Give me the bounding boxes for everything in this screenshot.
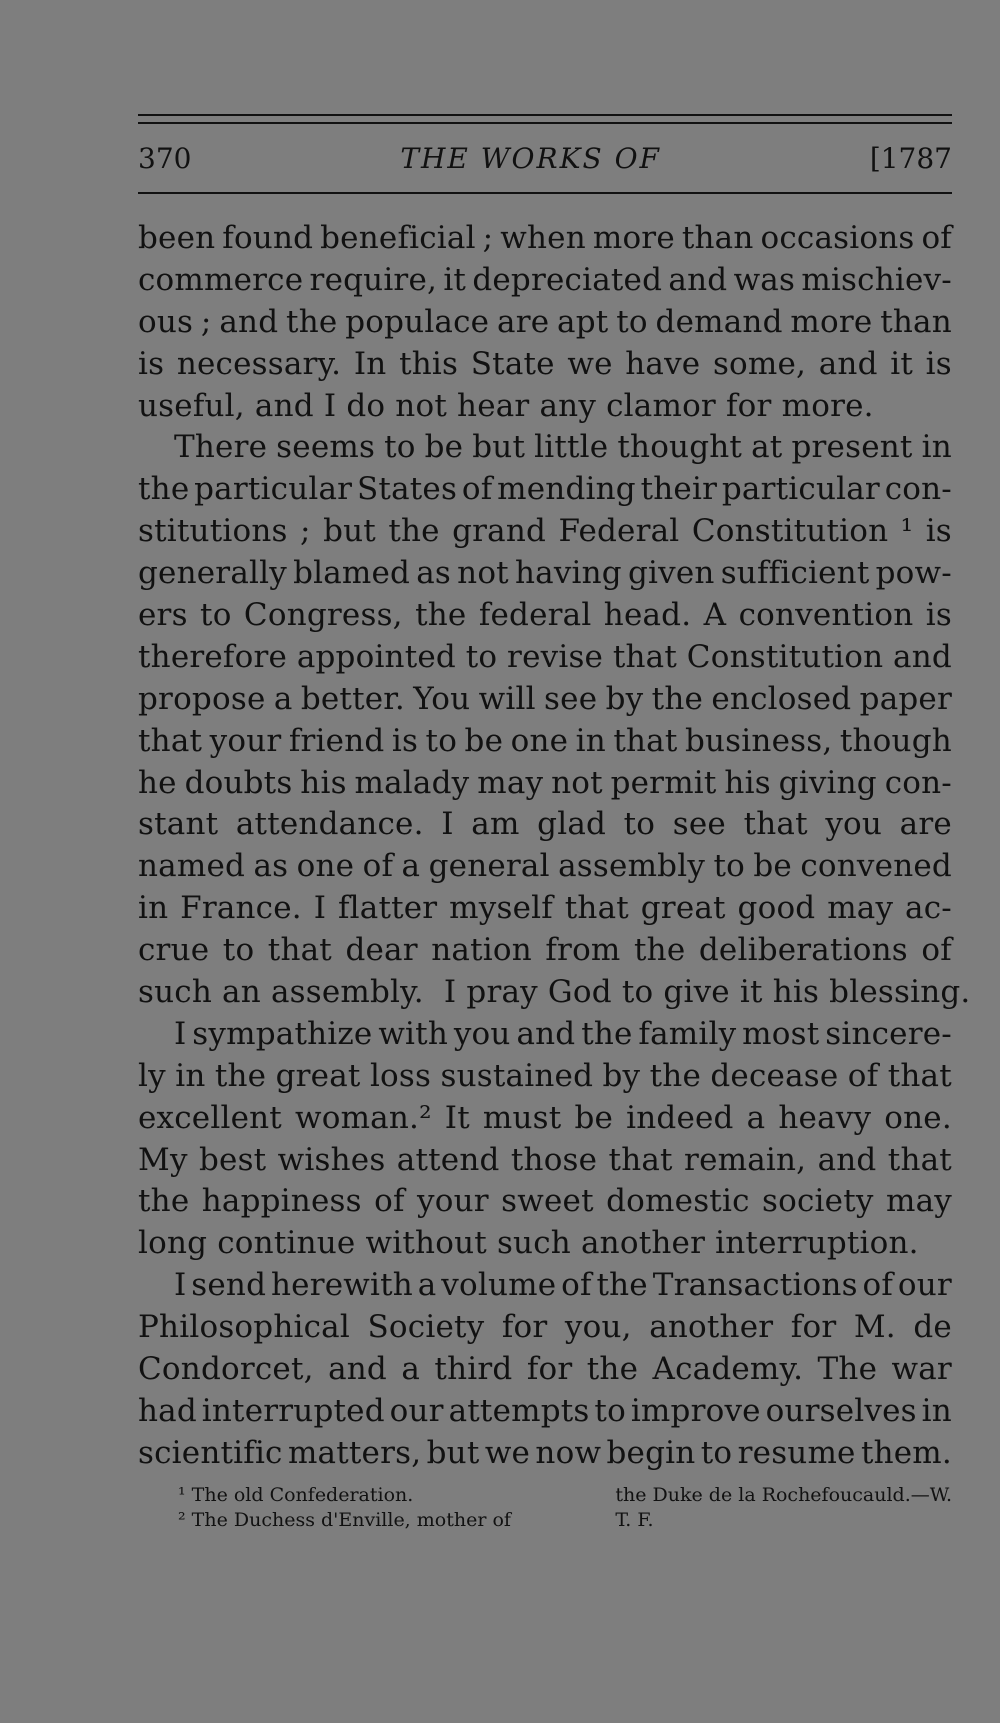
- text-line: excellent woman.² It must be indeed a heavy one.: [138, 1099, 952, 1136]
- text-line: the particular States of mending their particular con-: [138, 471, 952, 508]
- text-line: generally blamed as not having given sufficient pow-: [138, 555, 952, 592]
- text-line: Condorcet, and a third for the Academy. The war: [138, 1351, 952, 1388]
- page-number: 370: [138, 142, 192, 175]
- text-line: stitutions ; but the grand Federal Constitution ¹ is: [138, 513, 952, 550]
- text-line: been found beneficial ; when more than occasions of: [138, 220, 952, 256]
- text-line: had interrupted our attempts to improve ourselves in: [138, 1392, 952, 1429]
- text-line: commerce require, it depreciated and was mischiev-: [138, 261, 952, 298]
- footnotes-right-column: [615, 1483, 952, 1533]
- footnotes-left-column: [138, 1483, 511, 1533]
- book-page: [138, 108, 971, 1533]
- running-header: [138, 142, 952, 176]
- text-line: I sympathize with you and the family most sincere-: [174, 1015, 952, 1052]
- text-line: ers to Congress, the federal head. A convention is: [138, 597, 952, 634]
- text-line: Philosophical Society for you, another for M. de: [138, 1309, 952, 1346]
- text-line: ous ; and the populace are apt to demand more than: [138, 303, 952, 340]
- text-line: I send herewith a volume of the Transactions of our: [174, 1267, 952, 1304]
- footnote-1: ¹ The old Confederation.: [178, 1483, 414, 1506]
- text-line: useful, and I do not hear any clamor for more.: [138, 387, 874, 424]
- text-line: named as one of a general assembly to be convened: [138, 848, 952, 885]
- text-line: My best wishes attend those that remain, and that: [138, 1141, 952, 1178]
- text-line: is necessary. In this State we have some, and it is: [138, 345, 952, 382]
- footnote-2: ² The Duchess d'Enville, mother of: [178, 1508, 511, 1531]
- text-line: scientific matters, but we now begin to resume them.: [138, 1434, 952, 1471]
- header-rule: [138, 192, 952, 194]
- footnotes: [138, 1483, 952, 1533]
- text-line: long continue without such another interruption.: [138, 1225, 919, 1262]
- text-line: therefore appointed to revise that Constitution and: [138, 638, 952, 675]
- top-rule: [138, 114, 952, 116]
- text-line: propose a better. You will see by the enclosed paper: [138, 680, 952, 717]
- text-line: he doubts his malady may not permit his giving con-: [138, 764, 952, 801]
- text-line: in France. I flatter myself that great good may ac-: [138, 890, 952, 927]
- footnote-2-continued: the Duke de la Rochefoucauld.—W.: [615, 1483, 952, 1506]
- text-line: such an assembly. I pray God to give it his blessing.: [138, 974, 971, 1011]
- body-text: [138, 218, 971, 1475]
- footnote-2-attribution: T. F.: [615, 1508, 654, 1531]
- text-line: crue to that dear nation from the deliberations of: [138, 932, 952, 969]
- running-title: THE WORKS OF: [400, 142, 661, 175]
- header-year: [1787: [869, 142, 952, 175]
- text-line: the happiness of your sweet domestic society may: [138, 1183, 952, 1220]
- text-line: stant attendance. I am glad to see that you are: [138, 806, 952, 843]
- text-line: ly in the great loss sustained by the decease of that: [138, 1057, 952, 1094]
- top-rule-second: [138, 122, 952, 124]
- text-line: There seems to be but little thought at present in: [174, 429, 952, 466]
- text-line: that your friend is to be one in that business, though: [138, 722, 952, 759]
